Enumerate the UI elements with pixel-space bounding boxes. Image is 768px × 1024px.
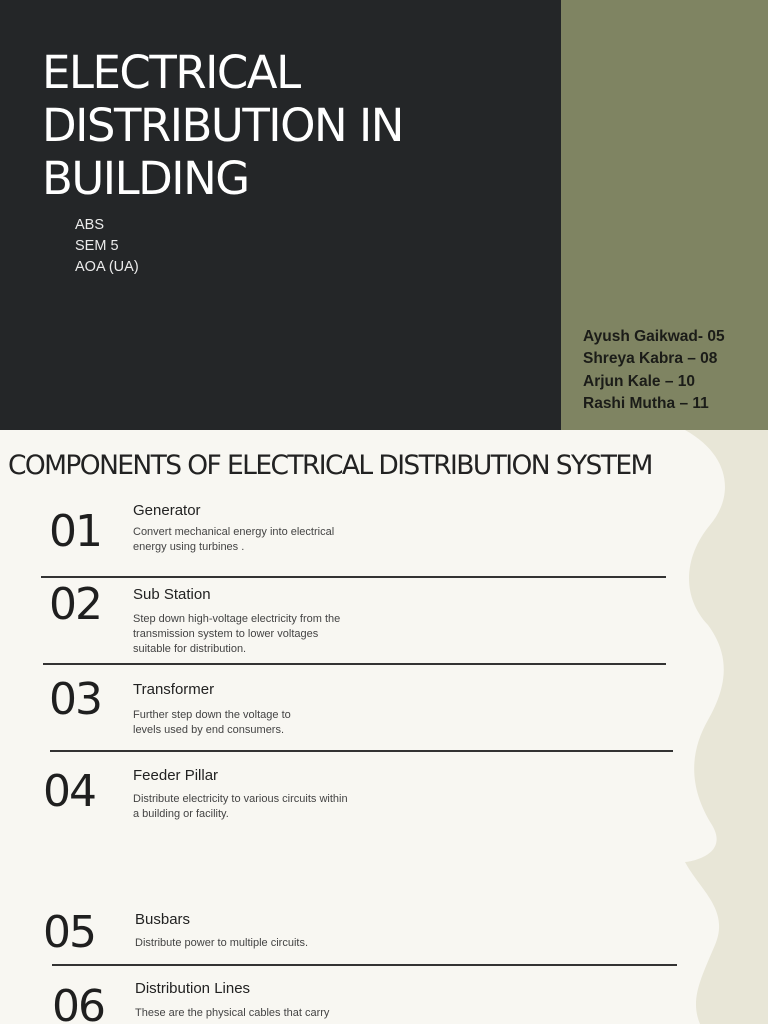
cover-title-line: BUILDING [42, 152, 249, 205]
course-line: SEM 5 [75, 238, 119, 254]
component-number: 02 [49, 579, 101, 630]
component-number: 04 [43, 766, 95, 817]
course-line: AOA (UA) [75, 259, 139, 275]
divider [41, 576, 666, 578]
member-name: Ayush Gaikwad- 05 [583, 328, 725, 345]
cover-title [42, 46, 542, 205]
component-description: Distribute power to multiple circuits. [135, 937, 309, 949]
component-title: Distribution Lines [135, 980, 251, 997]
component-description: Further step down the voltage to levels used by end consumers. [133, 709, 291, 736]
wave-decoration [0, 430, 768, 1024]
section-heading: COMPONENTS OF ELECTRICAL DISTRIBUTION SYSTEM [8, 450, 652, 481]
divider [52, 964, 677, 966]
component-title: Sub Station [133, 586, 211, 603]
component-description: Step down high-voltage electricity from the transmission system to lower voltages suitable for distribution. [133, 613, 341, 655]
component-title: Feeder Pillar [133, 767, 219, 784]
component-description: These are the physical cables that carry [135, 1007, 330, 1019]
member-name: Shreya Kabra – 08 [583, 350, 718, 368]
component-number: 03 [49, 674, 101, 725]
component-number: 01 [49, 506, 101, 557]
component-description: Distribute electricity to various circuits within a building or facility. [133, 793, 348, 820]
member-name: Rashi Mutha – 11 [583, 394, 709, 412]
component-description: Convert mechanical energy into electrical energy using turbines . [133, 526, 335, 553]
component-number: 06 [52, 981, 104, 1024]
cover-slide [0, 0, 768, 430]
divider [50, 750, 673, 752]
course-info [75, 215, 139, 278]
team-members [583, 326, 725, 415]
member-name: Arjun Kale – 10 [583, 372, 695, 390]
course-line: ABS [75, 217, 105, 233]
cover-title-line: DISTRIBUTION IN [42, 99, 403, 152]
component-title: Transformer [133, 681, 215, 698]
component-number: 05 [43, 907, 95, 958]
component-title: Generator [133, 502, 201, 519]
components-slide [0, 430, 768, 1024]
component-title: Busbars [135, 911, 191, 928]
divider [43, 663, 666, 665]
cover-title-line: ELECTRICAL [42, 46, 300, 99]
